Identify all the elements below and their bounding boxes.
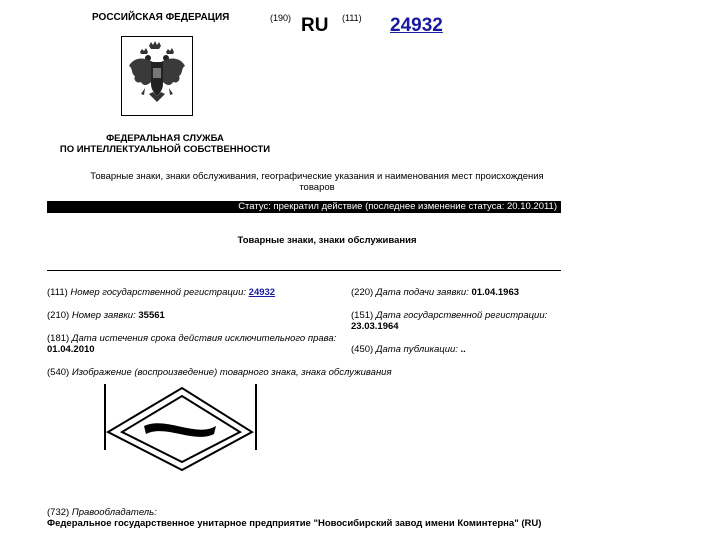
section-title: Товарные знаки, знаки обслуживания — [237, 235, 417, 246]
inid-code: (111) — [47, 287, 68, 298]
coat-of-arms-icon — [121, 36, 193, 116]
field-label: Номер государственной регистрации: — [70, 287, 247, 298]
trademark-image — [96, 382, 268, 474]
field-label: Изображение (воспроизведение) товарного знака, знака обслуживания — [71, 367, 392, 378]
country-name: РОССИЙСКАЯ ФЕДЕРАЦИЯ — [92, 12, 230, 23]
field-publication-date — [351, 344, 466, 355]
field-expiry-date — [47, 333, 336, 355]
field-trademark-image — [47, 367, 392, 378]
field-value: 01.04.1963 — [471, 287, 520, 298]
inid-code: (540) — [47, 367, 70, 378]
divider — [47, 270, 561, 271]
field-label: Дата подачи заявки: — [375, 287, 469, 298]
inid-code: (181) — [47, 333, 70, 344]
field-registration-number — [47, 287, 275, 298]
agency-name — [40, 133, 290, 155]
inid-code: (151) — [351, 310, 374, 321]
inid-code: (210) — [47, 310, 70, 321]
inid-code-190: (190) — [270, 13, 292, 23]
registration-number-value-link[interactable]: 24932 — [248, 287, 276, 298]
document-type-line-1: Товарные знаки, знаки обслуживания, географические указания и наименования мест происхождения — [90, 171, 544, 182]
agency-line-1: ФЕДЕРАЛЬНАЯ СЛУЖБА — [106, 133, 224, 144]
field-registration-date — [351, 310, 547, 332]
agency-line-2: ПО ИНТЕЛЛЕКТУАЛЬНОЙ СОБСТВЕННОСТИ — [59, 144, 271, 155]
inid-code: (732) — [47, 507, 70, 518]
field-label: Дата государственной регистрации: — [375, 310, 548, 321]
field-value: 01.04.2010 — [47, 344, 95, 355]
field-value: 35561 — [138, 310, 165, 321]
field-rights-holder — [47, 507, 541, 529]
inid-code-111: (111) — [342, 13, 362, 23]
document-type-line-2: товаров — [299, 182, 335, 193]
field-value: .. — [460, 344, 466, 355]
field-label: Номер заявки: — [71, 310, 136, 321]
field-label: Дата публикации: — [375, 344, 458, 355]
document-type — [47, 171, 587, 193]
country-code: RU — [301, 15, 329, 36]
field-label: Правообладатель: — [71, 507, 157, 518]
inid-code: (220) — [351, 287, 374, 298]
registration-number-link[interactable]: 24932 — [390, 15, 443, 36]
inid-code: (450) — [351, 344, 374, 355]
status-bar: Статус: прекратил действие (последнее изменение статуса: 20.10.2011) — [47, 201, 561, 213]
field-value: Федеральное государственное унитарное предприятие "Новосибирский завод имени Коминтерна" (RU) — [47, 518, 542, 529]
field-label: Дата истечения срока действия исключительного права: — [71, 333, 337, 344]
field-application-date — [351, 287, 519, 298]
field-application-number — [47, 310, 165, 321]
field-value: 23.03.1964 — [351, 321, 399, 332]
